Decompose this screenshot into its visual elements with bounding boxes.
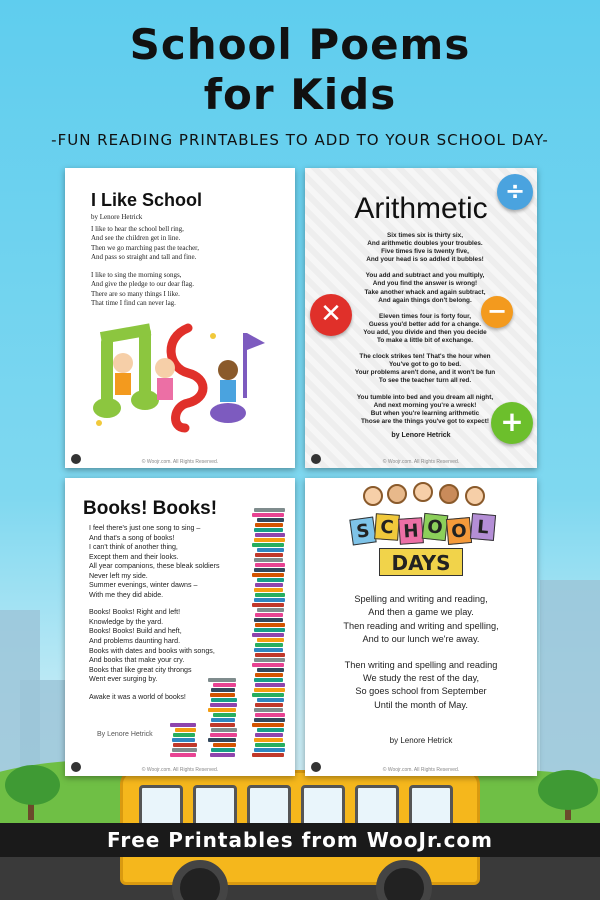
- book-icon: [254, 568, 285, 572]
- poem-card-school-days[interactable]: [305, 478, 537, 776]
- book-icon: [175, 728, 196, 732]
- book-icon: [213, 683, 236, 687]
- book-icon: [255, 563, 285, 567]
- book-icon: [257, 548, 284, 552]
- poem-author: By Lenore Hetrick: [97, 731, 153, 738]
- poem-line: I can't think of another thing,: [89, 543, 178, 552]
- poem-card-books-books[interactable]: [65, 478, 295, 776]
- kid-face-icon: [387, 484, 407, 504]
- book-icon: [255, 643, 283, 647]
- book-icon: [257, 638, 284, 642]
- page-subtitle: -FUN READING PRINTABLES TO ADD TO YOUR SCHOOL DAY-: [51, 131, 549, 149]
- poem-line: But when you're learning arithmetic: [370, 409, 480, 417]
- book-icon: [255, 523, 283, 527]
- book-stack-illustration: [171, 722, 197, 758]
- poem-line: Those are the things you've got to expect!: [361, 417, 489, 425]
- poem-line: And books that make your cry.: [89, 656, 185, 665]
- poem-line: You add and subtract and you multiply,: [365, 272, 485, 280]
- card-copyright: © Woojr.com. All Rights Reserved.: [382, 767, 460, 773]
- book-icon: [254, 708, 283, 712]
- book-icon: [254, 558, 283, 562]
- book-icon: [252, 603, 284, 607]
- book-icon: [257, 518, 284, 522]
- book-icon: [210, 703, 237, 707]
- poem-line: All year companions, these bleak soldiers: [89, 562, 220, 571]
- kid-face-icon: [439, 484, 459, 504]
- school-letter-tile: C: [374, 513, 400, 541]
- poem-line: And again things don't belong.: [378, 296, 472, 304]
- book-icon: [211, 718, 235, 722]
- poem-line: Awake it was a world of books!: [89, 692, 186, 701]
- book-icon: [254, 738, 283, 742]
- music-kids-illustration: [93, 318, 273, 438]
- poem-line: Until the month of May.: [374, 699, 468, 710]
- poem-line: And give the pledge to our dear flag.: [91, 280, 195, 289]
- book-icon: [213, 743, 236, 747]
- title-line-1: School Poems: [129, 20, 471, 69]
- title-line-2: for Kids: [203, 70, 397, 119]
- book-icon: [255, 623, 285, 627]
- book-icon: [254, 718, 285, 722]
- poem-line: And problems daunting hard.: [89, 637, 181, 646]
- poem-line: Then we go marching past the teacher,: [91, 243, 199, 252]
- school-letter-tile: S: [349, 516, 376, 545]
- poem-line: I like to sing the morning songs,: [91, 271, 182, 280]
- book-icon: [211, 728, 237, 732]
- poem-line: Spelling and writing and reading,: [354, 594, 488, 604]
- school-letter-tile: L: [470, 513, 496, 541]
- school-letter-tile: O: [446, 517, 472, 545]
- book-icon: [252, 753, 284, 757]
- book-icon: [172, 748, 197, 752]
- poem-line: Then reading and writing and spelling,: [343, 620, 499, 631]
- book-icon: [252, 663, 284, 667]
- days-label: DAYS: [379, 548, 463, 576]
- kid-face-icon: [363, 486, 383, 506]
- book-icon: [255, 553, 283, 557]
- poem-line: Except them and their looks.: [89, 552, 179, 561]
- book-icon: [255, 733, 283, 737]
- book-icon: [255, 743, 285, 747]
- book-icon: [255, 583, 283, 587]
- poem-line: Knowledge by the yard.: [89, 617, 164, 626]
- poem-line: Summer evenings, winter dawns –: [89, 581, 198, 590]
- poem-title: Books! Books!: [83, 498, 218, 519]
- poem-line: Take another whack and again subtract,: [364, 288, 486, 296]
- book-icon: [210, 733, 237, 737]
- book-icon: [208, 708, 236, 712]
- poem-line: Your problems aren't done, and it won't be fun: [354, 369, 496, 377]
- book-icon: [255, 673, 283, 677]
- book-icon: [173, 743, 197, 747]
- poem-line: There are so many things I like.: [91, 289, 180, 298]
- poem-card-i-like-school[interactable]: [65, 168, 295, 468]
- book-stack-illustration: [209, 678, 237, 758]
- poem-line: Then writing and spelling and reading: [344, 659, 498, 670]
- book-icon: [255, 613, 283, 617]
- school-letter-tile: O: [422, 513, 449, 541]
- book-icon: [254, 658, 285, 662]
- card-copyright: © Woojr.com. All Rights Reserved.: [141, 459, 219, 465]
- multiply-icon: ✕: [310, 294, 352, 336]
- poem-line: To see the teacher turn all red.: [378, 377, 472, 385]
- poem-text: [305, 593, 537, 712]
- book-icon: [211, 748, 235, 752]
- book-icon: [255, 713, 285, 717]
- poem-line: Guess you'd better add for a change.: [368, 320, 482, 328]
- poem-line: So goes school from September: [355, 686, 487, 697]
- poem-line: Books! Books! Build and heft,: [89, 627, 182, 636]
- book-icon: [254, 748, 285, 752]
- book-icon: [254, 648, 283, 652]
- poem-line: Six times six is thirty six,: [386, 232, 463, 239]
- poem-line: With me they did abide.: [89, 590, 164, 599]
- book-icon: [257, 608, 284, 612]
- book-icon: [255, 703, 283, 707]
- book-icon: [252, 513, 284, 517]
- book-icon: [208, 678, 236, 682]
- divide-icon: ÷: [497, 174, 533, 210]
- banner-text: Free Printables from WooJr.com: [106, 828, 494, 852]
- book-icon: [213, 713, 236, 717]
- tree: [538, 770, 598, 810]
- poem-line: And you find the answer is wrong!: [372, 280, 478, 288]
- kid-face-icon: [413, 482, 433, 502]
- book-icon: [254, 538, 285, 542]
- poem-line: And see the children get in line.: [91, 234, 181, 243]
- book-icon: [254, 618, 283, 622]
- poem-line: I like to hear the school bell ring,: [91, 225, 184, 233]
- page-title: [0, 20, 600, 120]
- poem-line: And that's a song of books!: [89, 533, 175, 542]
- tree: [5, 765, 60, 805]
- book-icon: [255, 533, 285, 537]
- book-icon: [254, 688, 285, 692]
- book-icon: [254, 628, 285, 632]
- book-icon: [172, 738, 195, 742]
- poem-line: Five times five is twenty five,: [381, 248, 469, 256]
- poem-author: by Lenore Hetrick: [391, 432, 451, 439]
- poem-line: Books! Books! Right and left!: [89, 608, 181, 617]
- poem-line: And your head is so addled it bubbles!: [366, 256, 484, 264]
- book-icon: [170, 753, 196, 757]
- book-icon: [208, 738, 236, 742]
- poem-line: Eleven times four is forty four,: [379, 312, 471, 320]
- poem-author: by Lenore Hetrick: [91, 213, 143, 221]
- card-copyright: © Woojr.com. All Rights Reserved.: [141, 767, 219, 773]
- book-icon: [252, 633, 284, 637]
- book-icon: [170, 723, 196, 727]
- poem-line: And pass so straight and tall and fine.: [91, 252, 197, 261]
- poem-title: Arithmetic: [354, 192, 488, 225]
- poem-line: I feel there's just one song to sing –: [89, 524, 201, 532]
- book-icon: [210, 693, 235, 697]
- school-letter-tile: H: [398, 517, 424, 545]
- poem-line: The clock strikes ten! That's the hour when: [359, 353, 491, 361]
- book-icon: [257, 668, 284, 672]
- book-icon: [254, 508, 285, 512]
- poem-line: And next morning you're a wreck!: [373, 401, 477, 409]
- poem-text: [89, 524, 259, 702]
- poem-line: You tumble into bed and you dream all night,: [356, 393, 494, 401]
- poem-line: We study the rest of the day,: [362, 673, 480, 684]
- poem-line: And then a game we play.: [368, 607, 474, 618]
- book-icon: [257, 698, 284, 702]
- poem-line: Never left my side.: [89, 571, 148, 580]
- book-stack-illustration: [253, 508, 285, 758]
- poem-line: That time I find can never lag.: [91, 299, 176, 308]
- book-icon: [210, 753, 235, 757]
- book-icon: [257, 728, 284, 732]
- book-icon: [210, 723, 235, 727]
- book-icon: [255, 653, 285, 657]
- poem-line: Went ever surging by.: [89, 675, 158, 684]
- poem-line: And to our lunch we're away.: [362, 634, 480, 645]
- book-icon: [252, 693, 284, 697]
- book-icon: [254, 588, 283, 592]
- poem-line: Books with dates and books with songs,: [89, 646, 215, 655]
- poem-line: To make a little bit of exchange.: [376, 337, 474, 345]
- book-icon: [252, 723, 284, 727]
- poem-author: by Lenore Hetrick: [389, 736, 453, 745]
- book-icon: [255, 683, 285, 687]
- book-icon: [211, 688, 235, 692]
- poem-text: [91, 225, 281, 308]
- book-icon: [254, 598, 285, 602]
- footer-banner[interactable]: [0, 823, 600, 857]
- card-copyright: © Woojr.com. All Rights Reserved.: [382, 459, 460, 465]
- poem-line: You add, you divide and then you decide: [363, 328, 487, 336]
- book-icon: [257, 578, 284, 582]
- book-icon: [173, 733, 195, 737]
- poem-title: I Like School: [91, 190, 203, 210]
- book-icon: [254, 528, 283, 532]
- book-icon: [254, 678, 283, 682]
- poem-line: And arithmetic doubles your troubles.: [367, 240, 483, 248]
- book-icon: [252, 573, 284, 577]
- book-icon: [255, 593, 285, 597]
- plus-icon: +: [491, 402, 533, 444]
- poem-text: [325, 232, 525, 426]
- book-icon: [211, 698, 237, 702]
- minus-icon: −: [481, 296, 513, 328]
- kid-face-icon: [465, 486, 485, 506]
- book-icon: [252, 543, 284, 547]
- poem-line: Books that like great city throngs: [89, 665, 192, 674]
- poem-line: You've got to go to bed.: [388, 361, 462, 369]
